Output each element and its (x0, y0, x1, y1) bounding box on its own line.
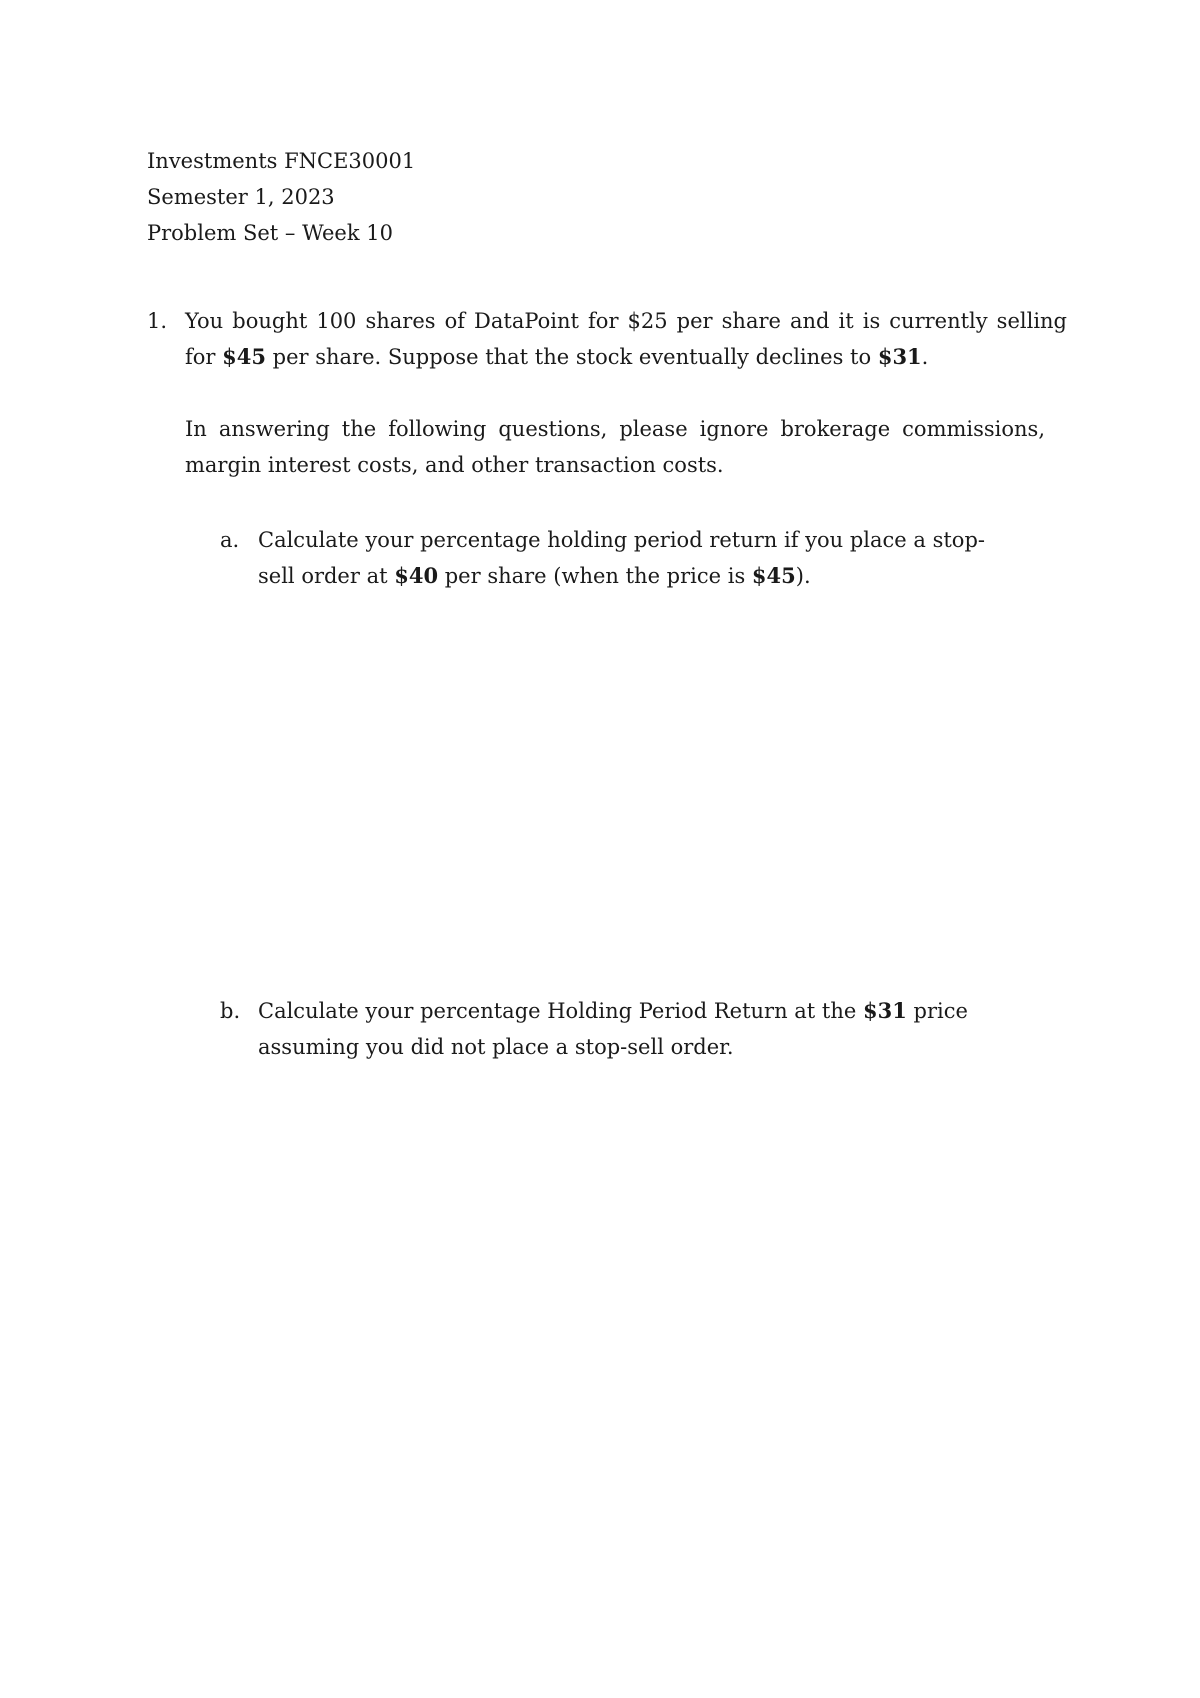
stop-price: $40 (394, 563, 439, 588)
final-price: $31 (863, 998, 907, 1023)
sub-question-text-part: Calculate your percentage Holding Period Return at the (258, 999, 863, 1023)
question-instructions: In answering the following questions, please ignore brokerage commissions, margin interest costs, and other transaction costs. (185, 417, 1045, 477)
sub-question-letter: b. (220, 999, 241, 1023)
question-number: 1. (147, 309, 168, 333)
sub-question-text (258, 993, 1020, 1065)
question-text (185, 303, 1067, 375)
document-header (147, 143, 415, 251)
question-text-part: per share. Suppose that the stock eventually declines to (265, 345, 878, 369)
problem-set-title: Problem Set – Week 10 (147, 221, 393, 245)
sub-question-text-part: Calculate your percentage holding period return if you place a stop-sell order at (258, 528, 985, 588)
current-price: $45 (751, 563, 796, 588)
course-title: Investments FNCE30001 (147, 149, 416, 173)
sub-question-text-part: per share (when the price is (438, 564, 752, 588)
question-text-part: . (921, 345, 929, 369)
sub-question-letter: a. (220, 528, 240, 552)
question-1 (147, 303, 1067, 375)
question-text-part: You bought 100 shares of DataPoint for $25 per share and it is currently selling for (185, 309, 1067, 369)
semester-label: Semester 1, 2023 (147, 185, 335, 209)
sub-question-text (258, 522, 1020, 594)
sub-question-text-part: ). (795, 564, 811, 588)
price-decline: $31 (877, 344, 922, 369)
sub-question-a (220, 522, 1020, 594)
price-current: $45 (222, 344, 266, 369)
sub-question-text-part: price assuming you did not place a stop-sell order. (258, 999, 968, 1059)
sub-question-b (220, 993, 1020, 1065)
